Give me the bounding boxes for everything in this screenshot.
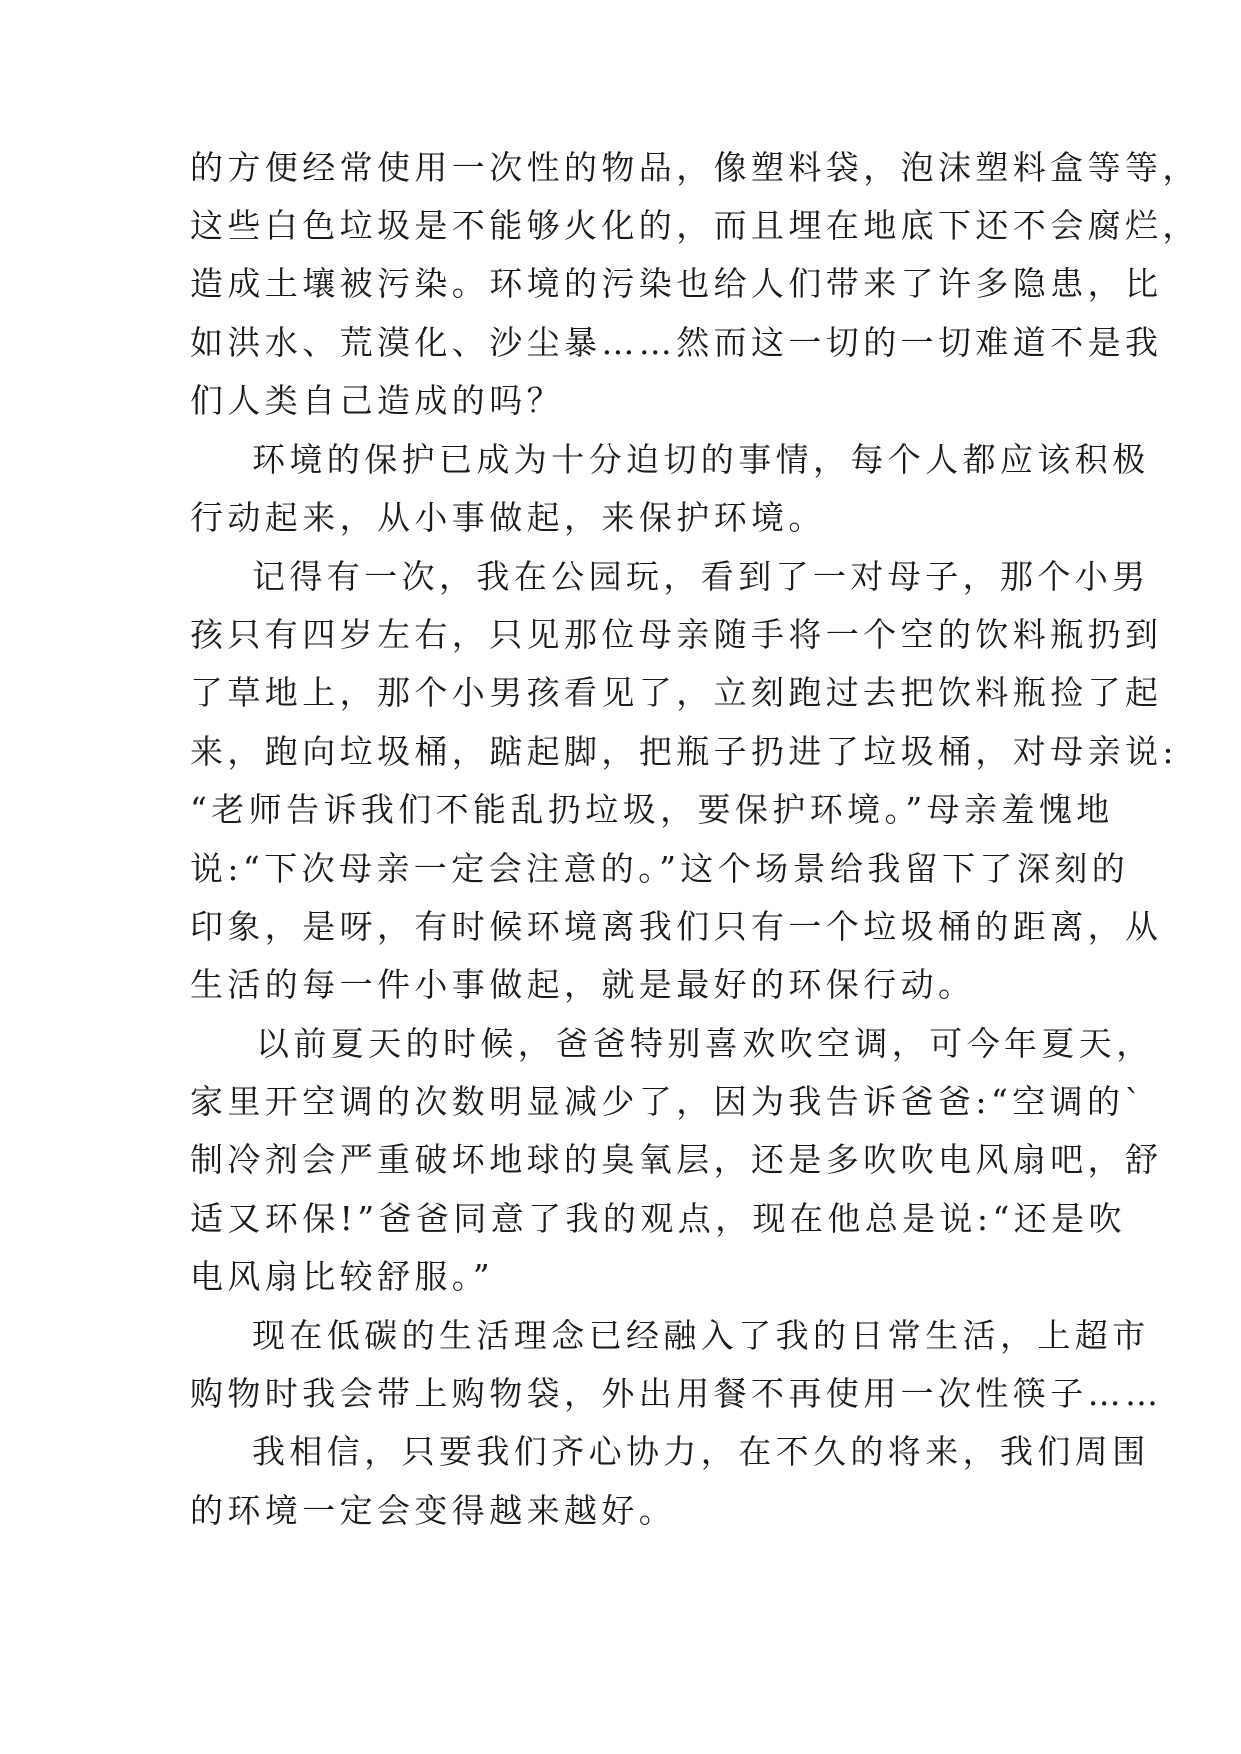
text-line: 购物时我会带上购物袋，外出用餐不再使用一次性筷子…… (190, 1374, 1163, 1413)
text-line: 印象，是呀，有时候环境离我们只有一个垃圾桶的距离，从 (190, 907, 1163, 946)
paragraph-first-line: 以前夏天的时候，爸爸特别喜欢吹空调，可今年夏天， (256, 1024, 1154, 1063)
paragraph-first-line: 我相信，只要我们齐心协力，在不久的将来，我们周围 (252, 1432, 1150, 1471)
text-line: 说:“下次母亲一定会注意的。”这个场景给我留下了深刻的 (190, 849, 1130, 888)
text-line: 造成土壤被污染。环境的污染也给人们带来了许多隐患，比 (190, 264, 1163, 303)
text-line: “老师告诉我们不能乱扔垃圾，要保护环境。”母亲羞愧地 (190, 790, 1114, 829)
text-line: 们人类自己造成的吗？ (190, 381, 564, 420)
text-line: 这些白色垃圾是不能够火化的，而且埋在地底下还不会腐烂， (190, 206, 1200, 245)
text-line: 的方便经常使用一次性的物品，像塑料袋，泡沫塑料盒等等， (190, 148, 1200, 187)
text-line: 如洪水、荒漠化、沙尘暴……然而这一切的一切难道不是我 (190, 323, 1163, 362)
text-line: 适又环保!”爸爸同意了我的观点，现在他总是说:“还是吹 (190, 1199, 1126, 1238)
text-line: 来，跑向垃圾桶，踮起脚，把瓶子扔进了垃圾桶，对母亲说: (190, 732, 1178, 771)
text-line: 孩只有四岁左右，只见那位母亲随手将一个空的饮料瓶扔到 (190, 615, 1163, 654)
text-line: 电风扇比较舒服。” (190, 1257, 494, 1296)
text-line: 生活的每一件小事做起，就是最好的环保行动。 (190, 965, 976, 1004)
text-line: 的环境一定会变得越来越好。 (190, 1491, 677, 1530)
paragraph-first-line: 记得有一次，我在公园玩，看到了一对母子，那个小男 (252, 557, 1150, 596)
text-line: 制冷剂会严重破坏地球的臭氧层，还是多吹吹电风扇吧，舒 (190, 1140, 1163, 1179)
paragraph-first-line: 环境的保护已成为十分迫切的事情，每个人都应该积极 (252, 440, 1150, 479)
text-line: 行动起来，从小事做起，来保护环境。 (190, 498, 826, 537)
text-line: 了草地上，那个小男孩看见了，立刻跑过去把饮料瓶捡了起 (190, 673, 1163, 712)
paragraph-first-line: 现在低碳的生活理念已经融入了我的日常生活，上超市 (252, 1316, 1150, 1355)
text-line: 家里开空调的次数明显减少了，因为我告诉爸爸:“空调的` (190, 1082, 1146, 1121)
